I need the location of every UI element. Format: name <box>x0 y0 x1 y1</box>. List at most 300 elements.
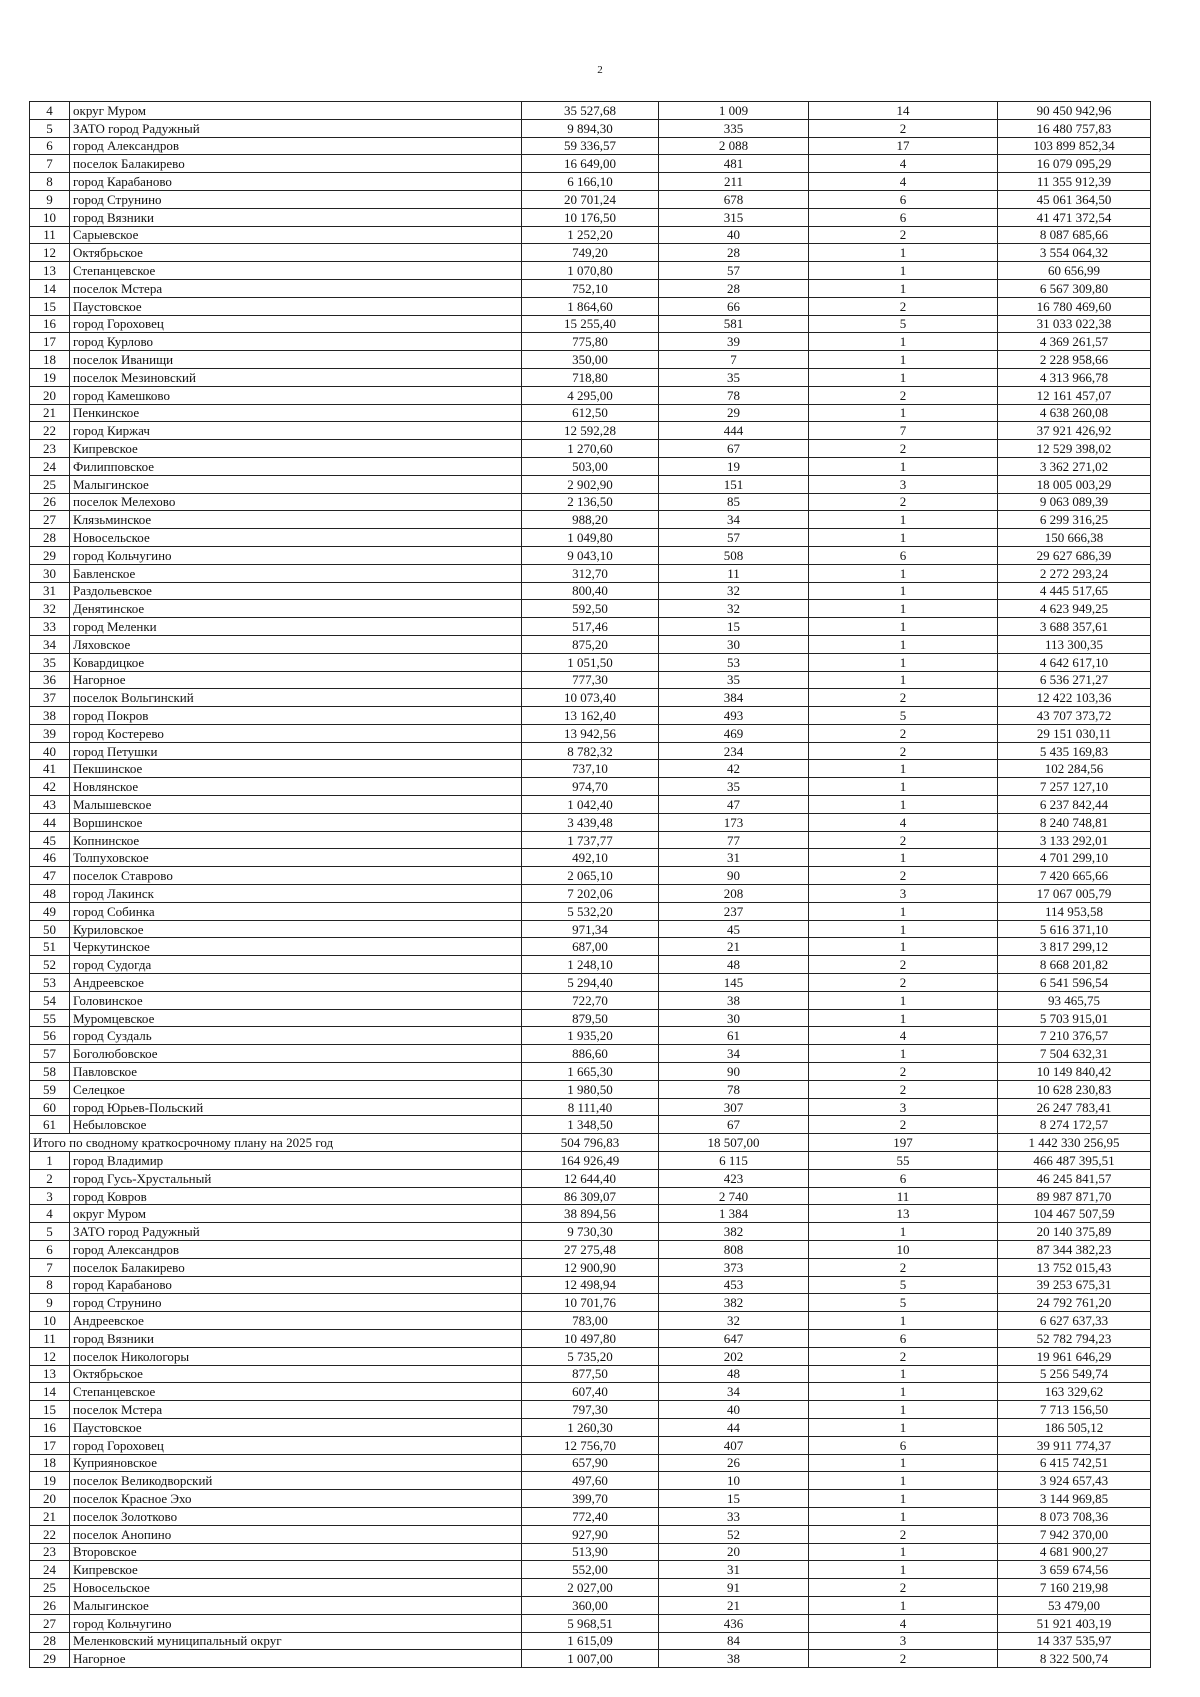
row-number: 21 <box>30 404 70 422</box>
table-row <box>30 635 1151 653</box>
houses-count: 1 <box>809 1223 998 1241</box>
cost-value: 11 355 912,39 <box>998 173 1151 191</box>
cost-value: 9 063 089,39 <box>998 493 1151 511</box>
table-row <box>30 137 1151 155</box>
residents-count: 78 <box>659 1080 809 1098</box>
row-number: 9 <box>30 1294 70 1312</box>
residents-count: 39 <box>659 333 809 351</box>
houses-count: 2 <box>809 1063 998 1081</box>
residents-count: 21 <box>659 1596 809 1614</box>
row-number: 40 <box>30 742 70 760</box>
residents-count: 57 <box>659 529 809 547</box>
area-value: 350,00 <box>522 351 659 369</box>
cost-value: 8 322 500,74 <box>998 1650 1151 1668</box>
area-value: 2 065,10 <box>522 867 659 885</box>
municipality-name: округ Муром <box>70 1205 522 1223</box>
municipality-name: ЗАТО город Радужный <box>70 119 522 137</box>
area-value: 775,80 <box>522 333 659 351</box>
houses-count: 1 <box>809 582 998 600</box>
area-value: 12 900,90 <box>522 1258 659 1276</box>
houses-count: 1 <box>809 1507 998 1525</box>
cost-value: 16 079 095,29 <box>998 155 1151 173</box>
houses-count: 1 <box>809 635 998 653</box>
row-number: 46 <box>30 849 70 867</box>
table-row <box>30 1561 1151 1579</box>
residents-count: 237 <box>659 902 809 920</box>
cost-value: 6 415 742,51 <box>998 1454 1151 1472</box>
table-row <box>30 813 1151 831</box>
area-value: 1 049,80 <box>522 529 659 547</box>
municipality-name: Октябрьское <box>70 244 522 262</box>
residents-count: 34 <box>659 1045 809 1063</box>
cost-value: 90 450 942,96 <box>998 102 1151 120</box>
residents-count: 335 <box>659 119 809 137</box>
table-row <box>30 351 1151 369</box>
residents-count: 38 <box>659 1650 809 1668</box>
municipality-name: город Ковров <box>70 1187 522 1205</box>
houses-count: 1 <box>809 529 998 547</box>
residents-count: 53 <box>659 653 809 671</box>
cost-value: 89 987 871,70 <box>998 1187 1151 1205</box>
houses-count: 2 <box>809 440 998 458</box>
cost-value: 12 529 398,02 <box>998 440 1151 458</box>
residents-count: 52 <box>659 1525 809 1543</box>
cost-value: 102 284,56 <box>998 760 1151 778</box>
houses-count: 6 <box>809 1169 998 1187</box>
houses-count: 1 <box>809 279 998 297</box>
residents-count: 78 <box>659 386 809 404</box>
cost-value: 3 554 064,32 <box>998 244 1151 262</box>
cost-value: 2 272 293,24 <box>998 564 1151 582</box>
residents-count: 35 <box>659 778 809 796</box>
table-row <box>30 493 1151 511</box>
row-number: 12 <box>30 1347 70 1365</box>
houses-count: 6 <box>809 1329 998 1347</box>
area-value: 797,30 <box>522 1401 659 1419</box>
table-row <box>30 1009 1151 1027</box>
cost-value: 4 313 966,78 <box>998 368 1151 386</box>
residents-count: 90 <box>659 1063 809 1081</box>
row-number: 20 <box>30 1490 70 1508</box>
municipality-name: город Собинка <box>70 902 522 920</box>
residents-count: 508 <box>659 546 809 564</box>
row-number: 16 <box>30 315 70 333</box>
row-number: 10 <box>30 1312 70 1330</box>
residents-count: 2 088 <box>659 137 809 155</box>
residents-count: 35 <box>659 671 809 689</box>
table-row <box>30 831 1151 849</box>
houses-count: 5 <box>809 1276 998 1294</box>
cost-value: 6 299 316,25 <box>998 511 1151 529</box>
houses-count: 6 <box>809 1436 998 1454</box>
table-row <box>30 119 1151 137</box>
houses-count: 1 <box>809 760 998 778</box>
area-value: 312,70 <box>522 564 659 582</box>
area-value: 35 527,68 <box>522 102 659 120</box>
municipality-name: поселок Ставрово <box>70 867 522 885</box>
cost-value: 39 911 774,37 <box>998 1436 1151 1454</box>
municipality-name: город Карабаново <box>70 1276 522 1294</box>
municipality-name: город Курлово <box>70 333 522 351</box>
municipality-name: поселок Вольгинский <box>70 689 522 707</box>
area-value: 777,30 <box>522 671 659 689</box>
municipality-name: Раздольевское <box>70 582 522 600</box>
cost-value: 93 465,75 <box>998 991 1151 1009</box>
table-row <box>30 778 1151 796</box>
residents-count: 32 <box>659 600 809 618</box>
municipality-name: поселок Мстера <box>70 1401 522 1419</box>
cost-value: 31 033 022,38 <box>998 315 1151 333</box>
total-houses: 197 <box>809 1134 998 1152</box>
area-value: 687,00 <box>522 938 659 956</box>
cost-value: 46 245 841,57 <box>998 1169 1151 1187</box>
cost-value: 3 133 292,01 <box>998 831 1151 849</box>
total-cost: 1 442 330 256,95 <box>998 1134 1151 1152</box>
cost-value: 16 480 757,83 <box>998 119 1151 137</box>
cost-value: 17 067 005,79 <box>998 885 1151 903</box>
table-row <box>30 244 1151 262</box>
cost-value: 7 160 219,98 <box>998 1579 1151 1597</box>
area-value: 592,50 <box>522 600 659 618</box>
municipality-name: город Гороховец <box>70 1436 522 1454</box>
area-value: 1 051,50 <box>522 653 659 671</box>
municipality-name: город Петушки <box>70 742 522 760</box>
row-number: 19 <box>30 368 70 386</box>
houses-count: 17 <box>809 137 998 155</box>
area-value: 2 902,90 <box>522 475 659 493</box>
cost-value: 60 656,99 <box>998 262 1151 280</box>
residents-count: 145 <box>659 974 809 992</box>
area-value: 737,10 <box>522 760 659 778</box>
table-row <box>30 315 1151 333</box>
cost-value: 41 471 372,54 <box>998 208 1151 226</box>
municipality-name: Меленковский муниципальный округ <box>70 1632 522 1650</box>
municipality-name: город Меленки <box>70 618 522 636</box>
row-number: 41 <box>30 760 70 778</box>
area-value: 8 111,40 <box>522 1098 659 1116</box>
houses-count: 2 <box>809 1579 998 1597</box>
houses-count: 1 <box>809 671 998 689</box>
row-number: 7 <box>30 1258 70 1276</box>
houses-count: 13 <box>809 1205 998 1223</box>
houses-count: 1 <box>809 1596 998 1614</box>
row-number: 47 <box>30 867 70 885</box>
row-number: 42 <box>30 778 70 796</box>
cost-value: 6 627 637,33 <box>998 1312 1151 1330</box>
row-number: 23 <box>30 1543 70 1561</box>
houses-count: 3 <box>809 1632 998 1650</box>
cost-value: 26 247 783,41 <box>998 1098 1151 1116</box>
row-number: 5 <box>30 1223 70 1241</box>
row-number: 26 <box>30 1596 70 1614</box>
table-row <box>30 796 1151 814</box>
table-row <box>30 1241 1151 1259</box>
cost-value: 5 256 549,74 <box>998 1365 1151 1383</box>
area-value: 5 735,20 <box>522 1347 659 1365</box>
municipality-name: поселок Мелехово <box>70 493 522 511</box>
table-row <box>30 190 1151 208</box>
cost-value: 6 567 309,80 <box>998 279 1151 297</box>
municipality-name: город Гусь-Хрустальный <box>70 1169 522 1187</box>
municipality-name: Малыгинское <box>70 475 522 493</box>
row-number: 50 <box>30 920 70 938</box>
row-number: 29 <box>30 546 70 564</box>
row-number: 13 <box>30 262 70 280</box>
houses-count: 1 <box>809 1312 998 1330</box>
area-value: 749,20 <box>522 244 659 262</box>
residents-count: 30 <box>659 635 809 653</box>
cost-value: 163 329,62 <box>998 1383 1151 1401</box>
table-row <box>30 1418 1151 1436</box>
residents-count: 11 <box>659 564 809 582</box>
residents-count: 407 <box>659 1436 809 1454</box>
area-value: 3 439,48 <box>522 813 659 831</box>
area-value: 1 980,50 <box>522 1080 659 1098</box>
total-residents: 18 507,00 <box>659 1134 809 1152</box>
cost-value: 3 144 969,85 <box>998 1490 1151 1508</box>
area-value: 16 649,00 <box>522 155 659 173</box>
table-row <box>30 1294 1151 1312</box>
area-value: 13 942,56 <box>522 724 659 742</box>
municipality-name: ЗАТО город Радужный <box>70 1223 522 1241</box>
area-value: 927,90 <box>522 1525 659 1543</box>
area-value: 657,90 <box>522 1454 659 1472</box>
row-number: 1 <box>30 1152 70 1170</box>
municipality-name: Нагорное <box>70 671 522 689</box>
area-value: 1 007,00 <box>522 1650 659 1668</box>
residents-count: 90 <box>659 867 809 885</box>
municipality-name: поселок Мезиновский <box>70 368 522 386</box>
table-row <box>30 920 1151 938</box>
residents-count: 44 <box>659 1418 809 1436</box>
area-value: 517,46 <box>522 618 659 636</box>
houses-count: 2 <box>809 831 998 849</box>
table-row <box>30 1276 1151 1294</box>
table-row <box>30 475 1151 493</box>
residents-count: 48 <box>659 956 809 974</box>
cost-value: 10 628 230,83 <box>998 1080 1151 1098</box>
row-number: 22 <box>30 422 70 440</box>
row-number: 6 <box>30 1241 70 1259</box>
area-value: 879,50 <box>522 1009 659 1027</box>
table-row <box>30 1027 1151 1045</box>
area-value: 772,40 <box>522 1507 659 1525</box>
houses-count: 1 <box>809 920 998 938</box>
row-number: 25 <box>30 1579 70 1597</box>
municipality-name: город Александров <box>70 1241 522 1259</box>
row-number: 57 <box>30 1045 70 1063</box>
cost-value: 14 337 535,97 <box>998 1632 1151 1650</box>
area-value: 38 894,56 <box>522 1205 659 1223</box>
area-value: 360,00 <box>522 1596 659 1614</box>
table-row <box>30 974 1151 992</box>
houses-count: 1 <box>809 1383 998 1401</box>
table-row <box>30 760 1151 778</box>
row-number: 15 <box>30 1401 70 1419</box>
table-row <box>30 262 1151 280</box>
row-number: 14 <box>30 1383 70 1401</box>
table-row <box>30 1401 1151 1419</box>
table-row <box>30 1365 1151 1383</box>
table-row <box>30 742 1151 760</box>
houses-count: 2 <box>809 689 998 707</box>
cost-value: 6 237 842,44 <box>998 796 1151 814</box>
table-row <box>30 155 1151 173</box>
houses-count: 2 <box>809 1650 998 1668</box>
cost-value: 6 536 271,27 <box>998 671 1151 689</box>
municipality-name: поселок Мстера <box>70 279 522 297</box>
houses-count: 3 <box>809 1098 998 1116</box>
municipality-name: город Александров <box>70 137 522 155</box>
row-number: 34 <box>30 635 70 653</box>
table-row <box>30 1347 1151 1365</box>
houses-count: 1 <box>809 351 998 369</box>
houses-count: 1 <box>809 1454 998 1472</box>
residents-count: 66 <box>659 297 809 315</box>
table-row <box>30 1543 1151 1561</box>
table-row <box>30 707 1151 725</box>
residents-count: 423 <box>659 1169 809 1187</box>
area-value: 5 532,20 <box>522 902 659 920</box>
residents-count: 48 <box>659 1365 809 1383</box>
cost-value: 3 924 657,43 <box>998 1472 1151 1490</box>
table-row <box>30 1223 1151 1241</box>
residents-count: 234 <box>659 742 809 760</box>
municipality-name: Второвское <box>70 1543 522 1561</box>
table-row <box>30 173 1151 191</box>
residents-count: 10 <box>659 1472 809 1490</box>
cost-value: 8 668 201,82 <box>998 956 1151 974</box>
residents-count: 34 <box>659 1383 809 1401</box>
table-row <box>30 404 1151 422</box>
residents-count: 38 <box>659 991 809 1009</box>
row-number: 13 <box>30 1365 70 1383</box>
residents-count: 808 <box>659 1241 809 1259</box>
table-row <box>30 457 1151 475</box>
houses-count: 2 <box>809 724 998 742</box>
cost-value: 13 752 015,43 <box>998 1258 1151 1276</box>
row-number: 9 <box>30 190 70 208</box>
row-number: 11 <box>30 1329 70 1347</box>
cost-value: 3 659 674,56 <box>998 1561 1151 1579</box>
table-row <box>30 1472 1151 1490</box>
table-row <box>30 1116 1151 1134</box>
houses-count: 2 <box>809 386 998 404</box>
table-row <box>30 849 1151 867</box>
table-row <box>30 422 1151 440</box>
cost-value: 104 467 507,59 <box>998 1205 1151 1223</box>
row-number: 24 <box>30 457 70 475</box>
table-row <box>30 333 1151 351</box>
cost-value: 8 274 172,57 <box>998 1116 1151 1134</box>
area-value: 1 737,77 <box>522 831 659 849</box>
residents-count: 436 <box>659 1614 809 1632</box>
cost-value: 53 479,00 <box>998 1596 1151 1614</box>
houses-count: 1 <box>809 1490 998 1508</box>
cost-value: 6 541 596,54 <box>998 974 1151 992</box>
municipality-name: город Костерево <box>70 724 522 742</box>
municipality-name: город Киржач <box>70 422 522 440</box>
houses-count: 6 <box>809 190 998 208</box>
table-row <box>30 1383 1151 1401</box>
table-row <box>30 885 1151 903</box>
row-number: 24 <box>30 1561 70 1579</box>
residents-count: 315 <box>659 208 809 226</box>
cost-value: 5 616 371,10 <box>998 920 1151 938</box>
houses-count: 1 <box>809 368 998 386</box>
cost-value: 10 149 840,42 <box>998 1063 1151 1081</box>
houses-count: 6 <box>809 546 998 564</box>
area-value: 552,00 <box>522 1561 659 1579</box>
total-label: Итого по сводному краткосрочному плану на 2025 год <box>30 1134 522 1152</box>
residents-count: 373 <box>659 1258 809 1276</box>
area-value: 13 162,40 <box>522 707 659 725</box>
residents-count: 31 <box>659 1561 809 1579</box>
area-value: 503,00 <box>522 457 659 475</box>
houses-count: 2 <box>809 493 998 511</box>
cost-value: 8 073 708,36 <box>998 1507 1151 1525</box>
cost-value: 52 782 794,23 <box>998 1329 1151 1347</box>
table-row <box>30 671 1151 689</box>
row-number: 15 <box>30 297 70 315</box>
municipality-name: город Вязники <box>70 208 522 226</box>
total-row <box>30 1134 1151 1152</box>
area-value: 1 252,20 <box>522 226 659 244</box>
area-value: 10 176,50 <box>522 208 659 226</box>
cost-value: 29 627 686,39 <box>998 546 1151 564</box>
area-value: 12 756,70 <box>522 1436 659 1454</box>
houses-count: 2 <box>809 956 998 974</box>
table-row <box>30 1152 1151 1170</box>
cost-value: 4 642 617,10 <box>998 653 1151 671</box>
cost-value: 7 942 370,00 <box>998 1525 1151 1543</box>
area-value: 718,80 <box>522 368 659 386</box>
table-row <box>30 1490 1151 1508</box>
table-row <box>30 529 1151 547</box>
area-value: 10 497,80 <box>522 1329 659 1347</box>
residents-count: 32 <box>659 1312 809 1330</box>
row-number: 36 <box>30 671 70 689</box>
row-number: 4 <box>30 102 70 120</box>
cost-value: 7 257 127,10 <box>998 778 1151 796</box>
area-value: 497,60 <box>522 1472 659 1490</box>
residents-count: 151 <box>659 475 809 493</box>
cost-value: 103 899 852,34 <box>998 137 1151 155</box>
area-value: 27 275,48 <box>522 1241 659 1259</box>
residents-count: 173 <box>659 813 809 831</box>
residents-count: 84 <box>659 1632 809 1650</box>
area-value: 1 042,40 <box>522 796 659 814</box>
houses-count: 1 <box>809 796 998 814</box>
houses-count: 4 <box>809 155 998 173</box>
houses-count: 2 <box>809 226 998 244</box>
residents-count: 481 <box>659 155 809 173</box>
table-row <box>30 1596 1151 1614</box>
residents-count: 32 <box>659 582 809 600</box>
municipality-name: Кипревское <box>70 1561 522 1579</box>
area-value: 988,20 <box>522 511 659 529</box>
row-number: 56 <box>30 1027 70 1045</box>
area-value: 875,20 <box>522 635 659 653</box>
cost-value: 2 228 958,66 <box>998 351 1151 369</box>
houses-count: 2 <box>809 742 998 760</box>
residents-count: 6 115 <box>659 1152 809 1170</box>
residents-count: 2 740 <box>659 1187 809 1205</box>
municipality-name: Малышевское <box>70 796 522 814</box>
table-row <box>30 653 1151 671</box>
municipality-name: Малыгинское <box>70 1596 522 1614</box>
table-row <box>30 1436 1151 1454</box>
